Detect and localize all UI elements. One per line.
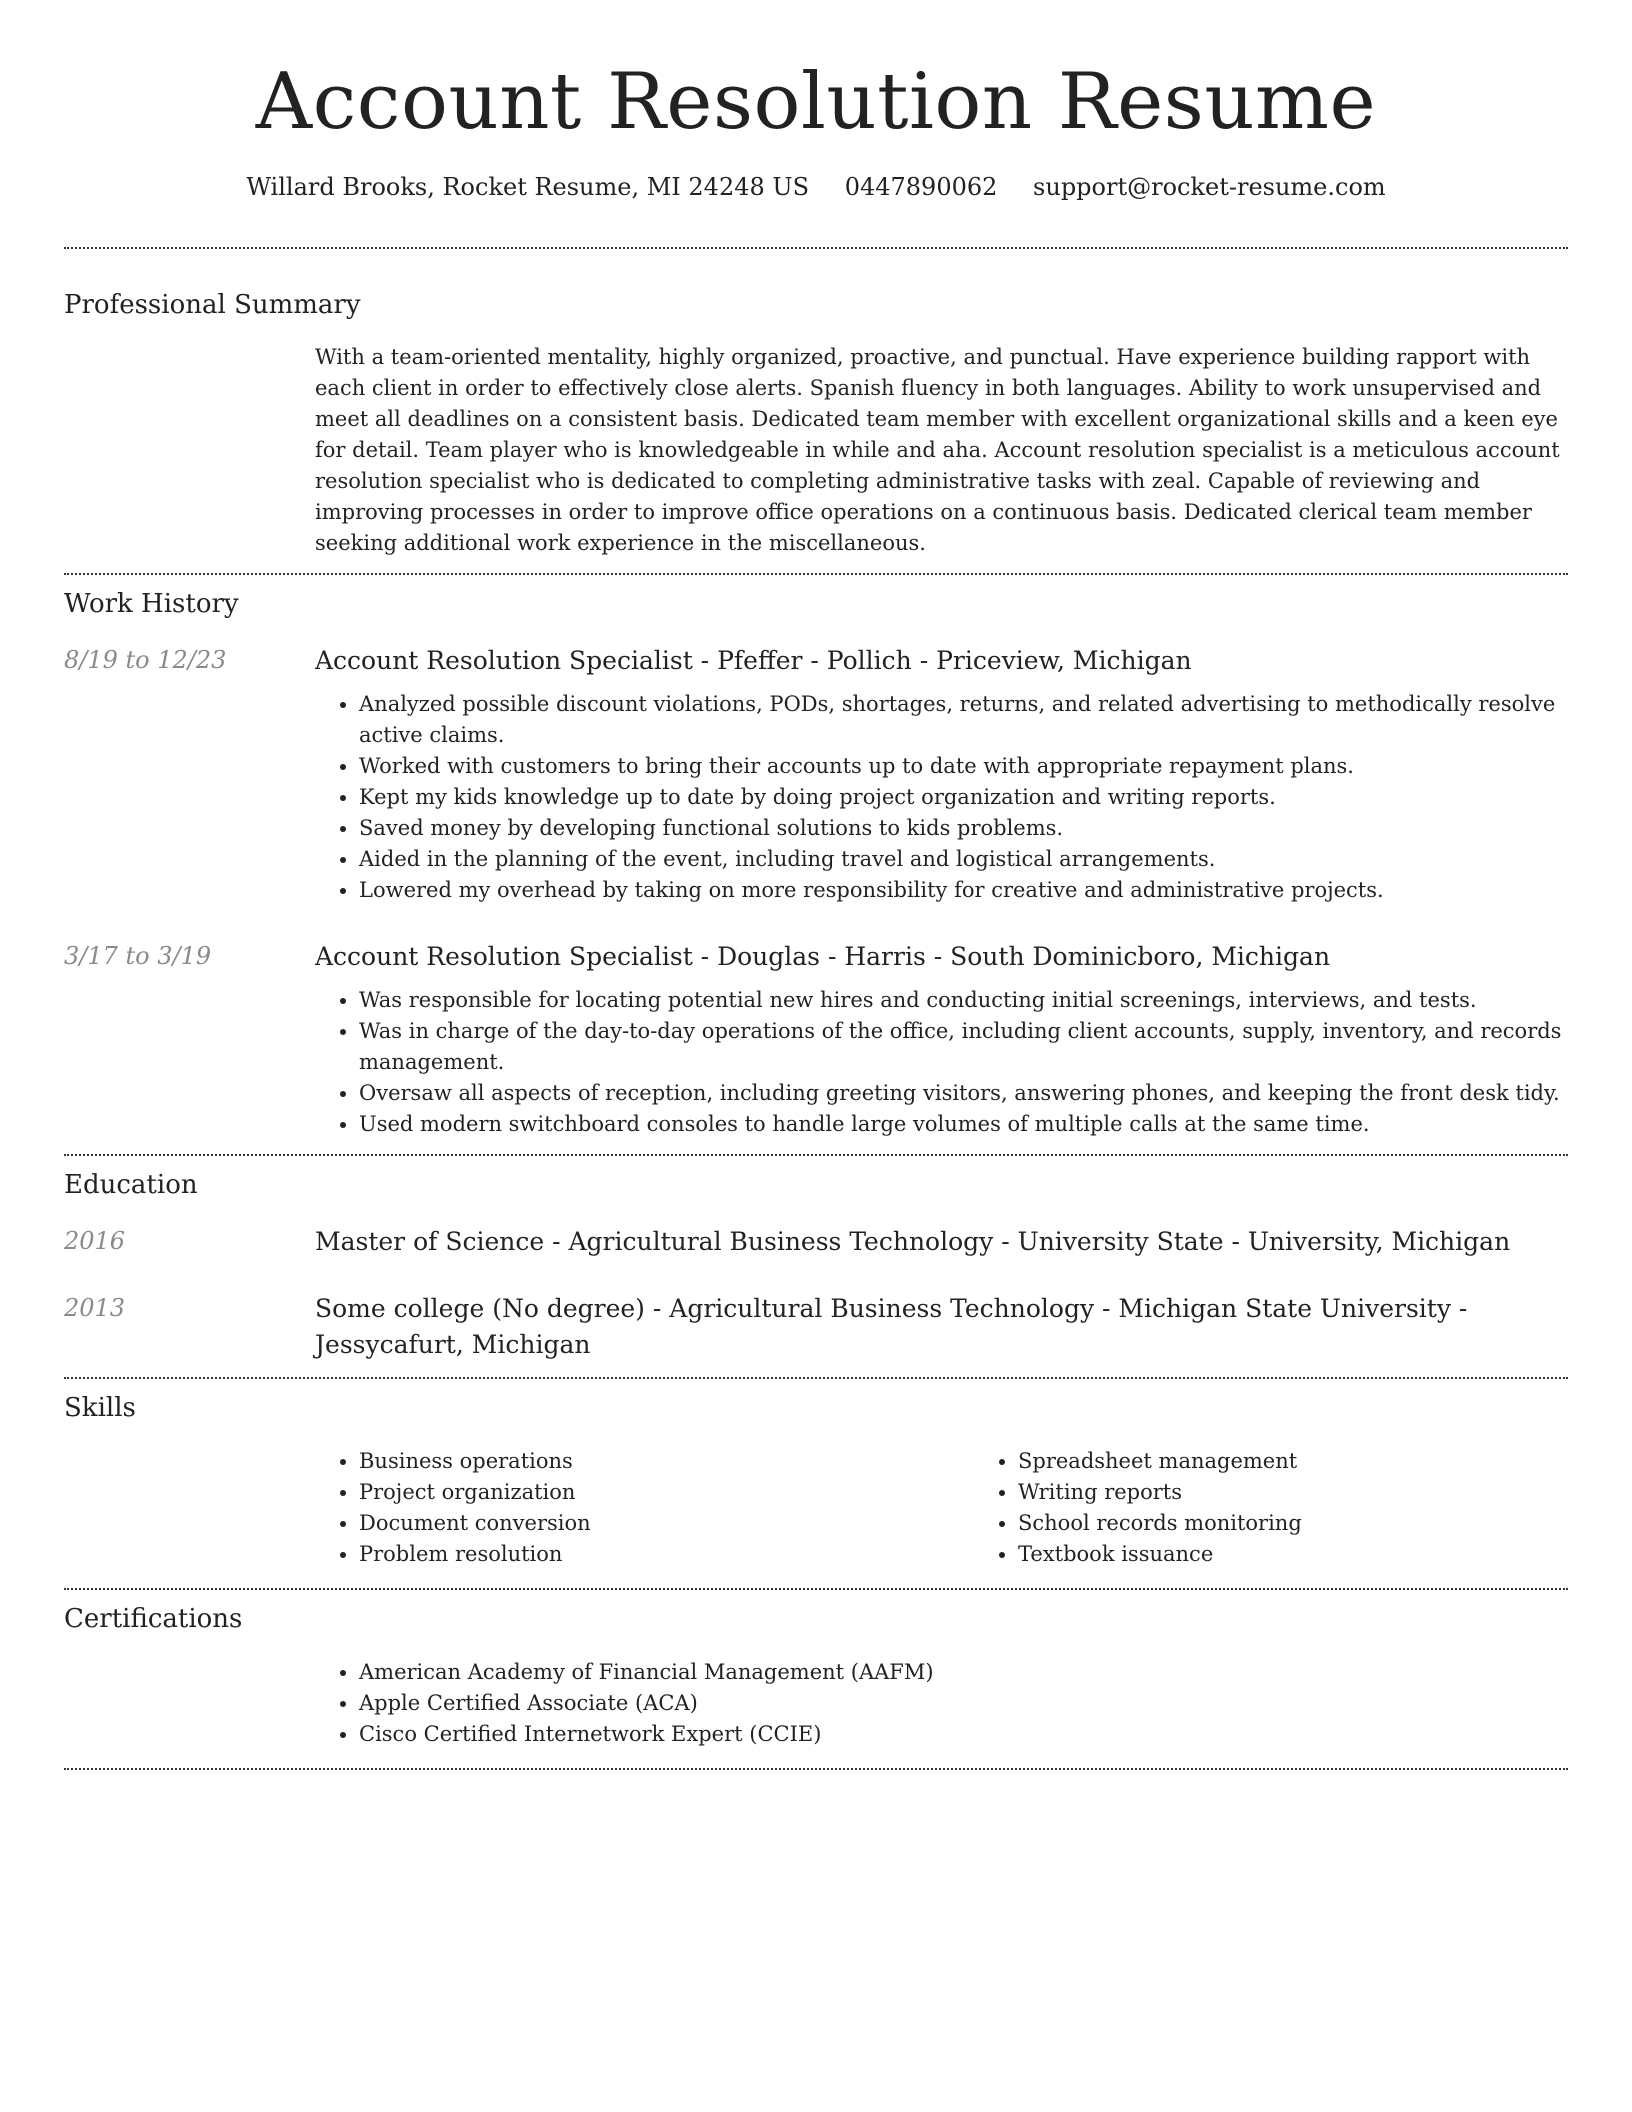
section-heading: Certifications — [64, 1604, 243, 1634]
list-item: • Business operations — [359, 1446, 974, 1477]
list-item: • Saved money by developing functional solutions to kids problems. — [359, 813, 1568, 844]
job-dates: 8/19 to 12/23 — [64, 646, 227, 674]
section-heading: Professional Summary — [64, 290, 361, 320]
list-item: • Lowered my overhead by taking on more responsibility for creative and administrative projects. — [359, 875, 1568, 906]
page-title: Account Resolution Resume — [255, 57, 1377, 147]
education-year: 2013 — [64, 1294, 126, 1322]
list-item: • Worked with customers to bring their accounts up to date with appropriate repayment plans. — [359, 751, 1568, 782]
list-item: • Used modern switchboard consoles to handle large volumes of multiple calls at the same time. — [359, 1109, 1568, 1140]
divider — [64, 1377, 1568, 1379]
divider — [64, 1154, 1568, 1156]
list-item: • American Academy of Financial Management (AAFM) — [359, 1657, 1568, 1688]
job-entry — [64, 643, 1568, 906]
section-heading: Education — [64, 1170, 198, 1200]
contact-email: support@rocket-resume.com — [1033, 173, 1386, 201]
skills-list — [315, 1446, 1568, 1570]
education-title: Master of Science - Agricultural Business Technology - University State - University, Michigan — [315, 1227, 1511, 1256]
job-bullets — [315, 985, 1568, 1140]
divider — [64, 247, 1568, 249]
list-item: • Spreadsheet management — [1018, 1446, 1632, 1477]
list-item: • Project organization — [359, 1477, 974, 1508]
divider — [64, 1768, 1568, 1770]
education-section — [64, 1168, 1568, 1363]
contact-phone: 0447890062 — [844, 173, 998, 201]
education-title: Some college (No degree) - Agricultural Business Technology - Michigan State University - Jessycafurt, Michigan — [315, 1294, 1468, 1359]
list-item: • Kept my kids knowledge up to date by doing project organization and writing reports. — [359, 782, 1568, 813]
list-item: • Textbook issuance — [1018, 1539, 1632, 1570]
contact-line — [64, 170, 1568, 204]
list-item: • Analyzed possible discount violations, PODs, shortages, returns, and related advertising to methodically resolve active claims. — [359, 689, 1568, 751]
education-entry — [64, 1291, 1568, 1363]
certifications-list — [315, 1657, 1568, 1750]
skills-column — [315, 1446, 974, 1570]
list-item: • Was responsible for locating potential new hires and conducting initial screenings, interviews, and tests. — [359, 985, 1568, 1016]
list-item: • Writing reports — [1018, 1477, 1632, 1508]
list-item: • Document conversion — [359, 1508, 974, 1539]
list-item: • Was in charge of the day-to-day operations of the office, including client accounts, supply, inventory, and records management. — [359, 1016, 1568, 1078]
job-entry — [64, 939, 1568, 1140]
education-year: 2016 — [64, 1227, 126, 1255]
job-bullets — [315, 689, 1568, 906]
section-heading: Skills — [64, 1393, 136, 1423]
job-title: Account Resolution Specialist - Pfeffer - Pollich - Priceview, Michigan — [315, 646, 1192, 675]
education-entry — [64, 1224, 1568, 1260]
list-item: • School records monitoring — [1018, 1508, 1632, 1539]
list-item: • Oversaw all aspects of reception, including greeting visitors, answering phones, and keeping the front desk tidy. — [359, 1078, 1568, 1109]
work-history-section — [64, 587, 1568, 1140]
certifications-section — [64, 1602, 1568, 1750]
summary-section — [64, 288, 1568, 559]
list-item: • Aided in the planning of the event, including travel and logistical arrangements. — [359, 844, 1568, 875]
list-item: • Problem resolution — [359, 1539, 974, 1570]
job-title: Account Resolution Specialist - Douglas - Harris - South Dominicboro, Michigan — [315, 942, 1331, 971]
list-item: • Cisco Certified Internetwork Expert (CCIE) — [359, 1719, 1568, 1750]
job-dates: 3/17 to 3/19 — [64, 942, 212, 970]
list-item: • Apple Certified Associate (ACA) — [359, 1688, 1568, 1719]
contact-address: Willard Brooks, Rocket Resume, MI 24248 US — [246, 173, 810, 201]
divider — [64, 1588, 1568, 1590]
section-heading: Work History — [64, 589, 239, 619]
summary-text: With a team-oriented mentality, highly organized, proactive, and punctual. Have experience building rapport with each client in order to effectively close alerts. Spanish fluency in both languages. Ability to work unsupervised and meet all deadlines on a consistent basis. Dedicated team member with excellent organizational skills and a keen eye for detail. Team player who is knowledgeable in while and aha. Account resolution specialist is a meticulous account resolution specialist who is dedicated to completing administrative tasks with zeal. Capable of reviewing and improving processes in order to improve office operations on a continuous basis. Dedicated clerical team member seeking additional work experience in the miscellaneous. — [315, 345, 1560, 555]
divider — [64, 573, 1568, 575]
skills-section — [64, 1391, 1568, 1570]
skills-column — [974, 1446, 1632, 1570]
